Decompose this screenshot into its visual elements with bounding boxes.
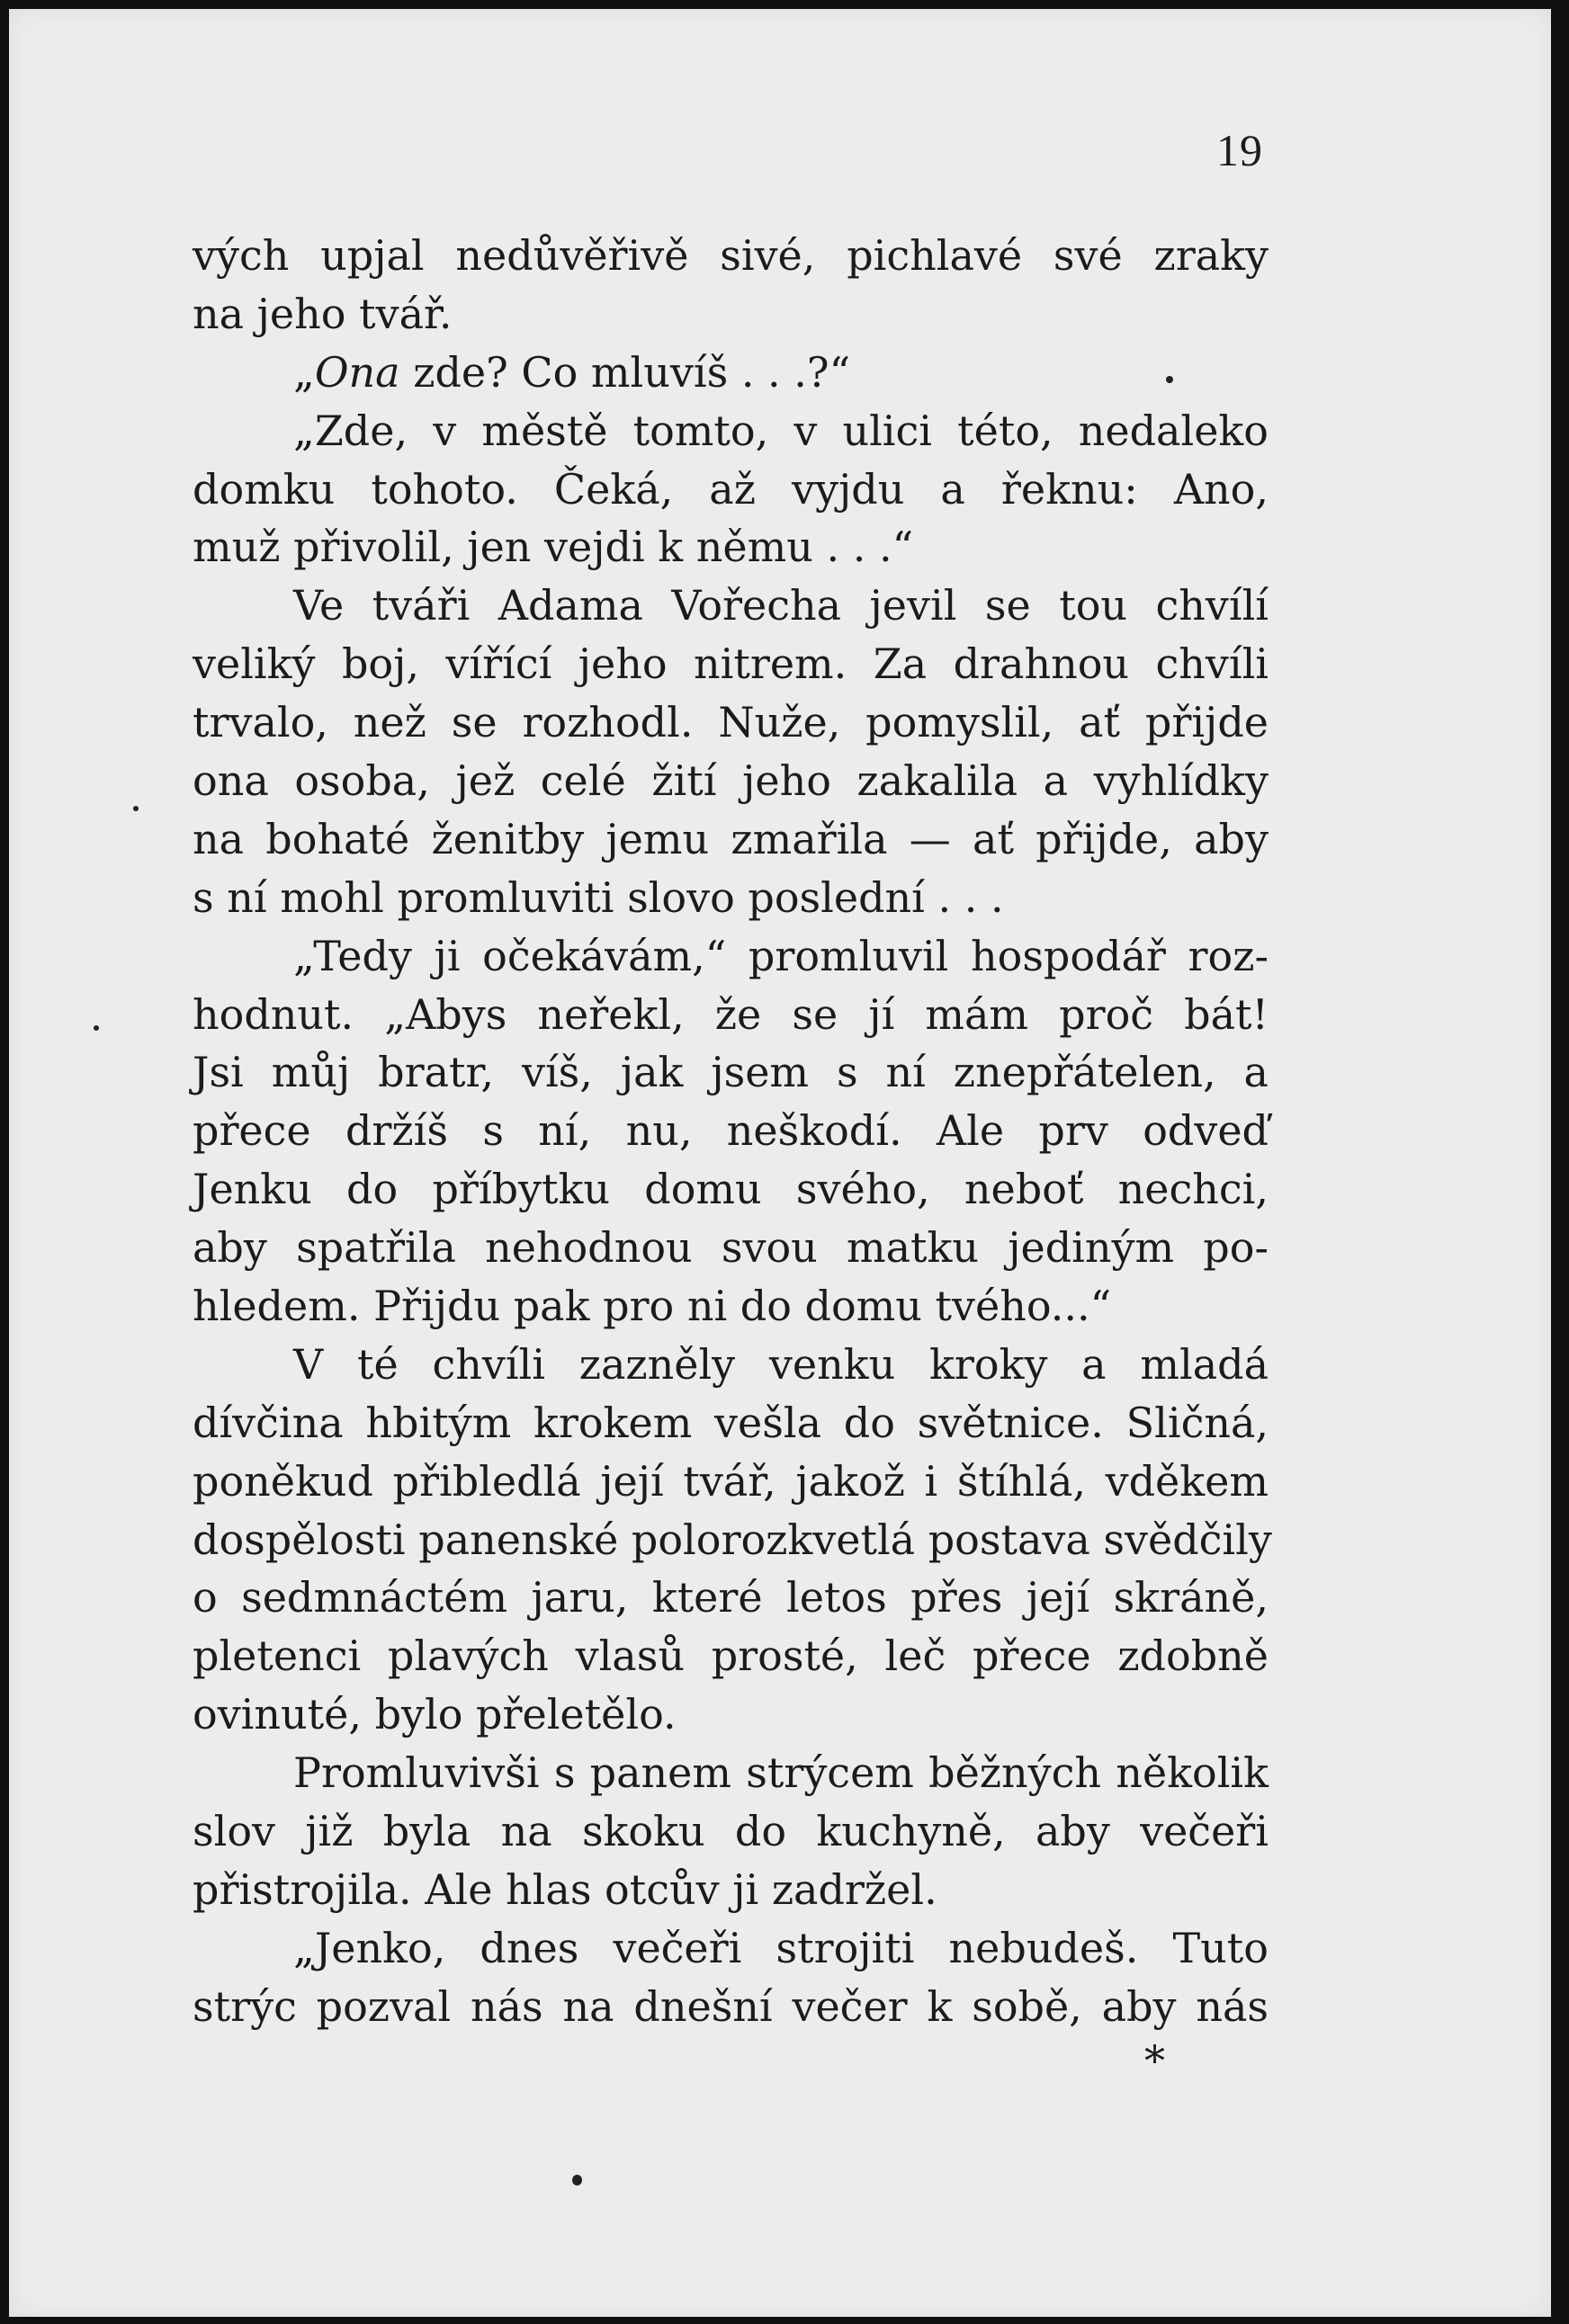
text-line: na bohaté ženitby jemu zmařila — ať přijde, aby [193,814,1269,863]
text-line: Promluvivši s panem strýcem běžných několik [293,1748,1269,1798]
text-line: domku tohoto. Čeká, až vyjdu a řeknu: Ano, [193,464,1269,514]
text-line: Jenku do příbytku domu svého, neboť nechci, [193,1165,1269,1214]
page-number: 19 [1216,125,1263,175]
text-line: trvalo, než se rozhodl. Nuže, pomyslil, ať přijde [193,698,1269,747]
text-line: přece držíš s ní, nu, neškodí. Ale prv odveď [193,1106,1269,1156]
text-line: dospělosti panenské polorozkvetlá postava svědčily [193,1515,1272,1564]
text-line: dívčina hbitým krokem vešla do světnice. Sličná, [193,1398,1269,1447]
text-line: ona osoba, jež celé žití jeho zakalila a vyhlídky [193,756,1269,806]
text-line: „Tedy ji očekávám,“ promluvil hospodář roz- [293,931,1269,980]
print-speck [1166,376,1173,383]
text-line: poněkud přibledlá její tvář, jakož i štíhlá, vděkem [193,1456,1269,1506]
print-speck [94,1025,99,1031]
quote-mark: „ [293,347,315,397]
text-line: pletenci plavých vlasů prosté, leč přece zdobně [193,1631,1269,1681]
italic-word: Ona [314,347,400,397]
text-line: ovinuté, bylo přeletělo. [193,1690,677,1739]
body-text [193,227,1272,2036]
text-line: Ve tváři Adama Vořecha jevil se tou chvílí [293,581,1269,630]
text-line: slov již byla na skoku do kuchyně, aby večeři [193,1807,1269,1856]
text-line: přistrojila. Ale hlas otcův ji zadržel. [193,1864,937,1914]
text-line: veliký boj, vířící jeho nitrem. Za drahnou chvíli [193,639,1269,689]
text-line: aby spatřila nehodnou svou matku jediným po- [193,1223,1269,1273]
text-line: vých upjal nedůvěřivě sivé, pichlavé své zraky [193,231,1269,280]
text-line: hledem. Přijdu pak pro ni do domu tvého...“ [193,1282,1112,1331]
print-speck [133,806,139,811]
text-line [193,344,1269,402]
text-line: V té chvíli zazněly venku kroky a mladá [293,1339,1269,1389]
text-line: na jeho tvář. [193,289,453,338]
text-line: s ní mohl promluviti slovo poslední . . . [193,872,1004,922]
text-line: „Jenko, dnes večeři strojiti nebudeš. Tuto [293,1923,1269,1972]
text-line: Jsi můj bratr, víš, jak jsem s ní znepřátelen, a [193,1048,1269,1097]
text-line: strýc pozval nás na dnešní večer k sobě, aby nás [193,1981,1269,2031]
text-line: o sedmnáctém jaru, které letos přes její skráně, [193,1573,1269,1622]
text-line: „Zde, v městě tomto, v ulici této, nedaleko [293,406,1269,455]
print-speck [572,2175,582,2185]
line-rest: zde? Co mluvíš . . .?“ [399,347,851,397]
text-line: muž přivolil, jen vejdi k němu . . .“ [193,523,914,572]
signature-mark: * [1144,2036,1165,2085]
text-line: hodnut. „Abys neřekl, že se jí mám proč bát! [193,989,1269,1039]
